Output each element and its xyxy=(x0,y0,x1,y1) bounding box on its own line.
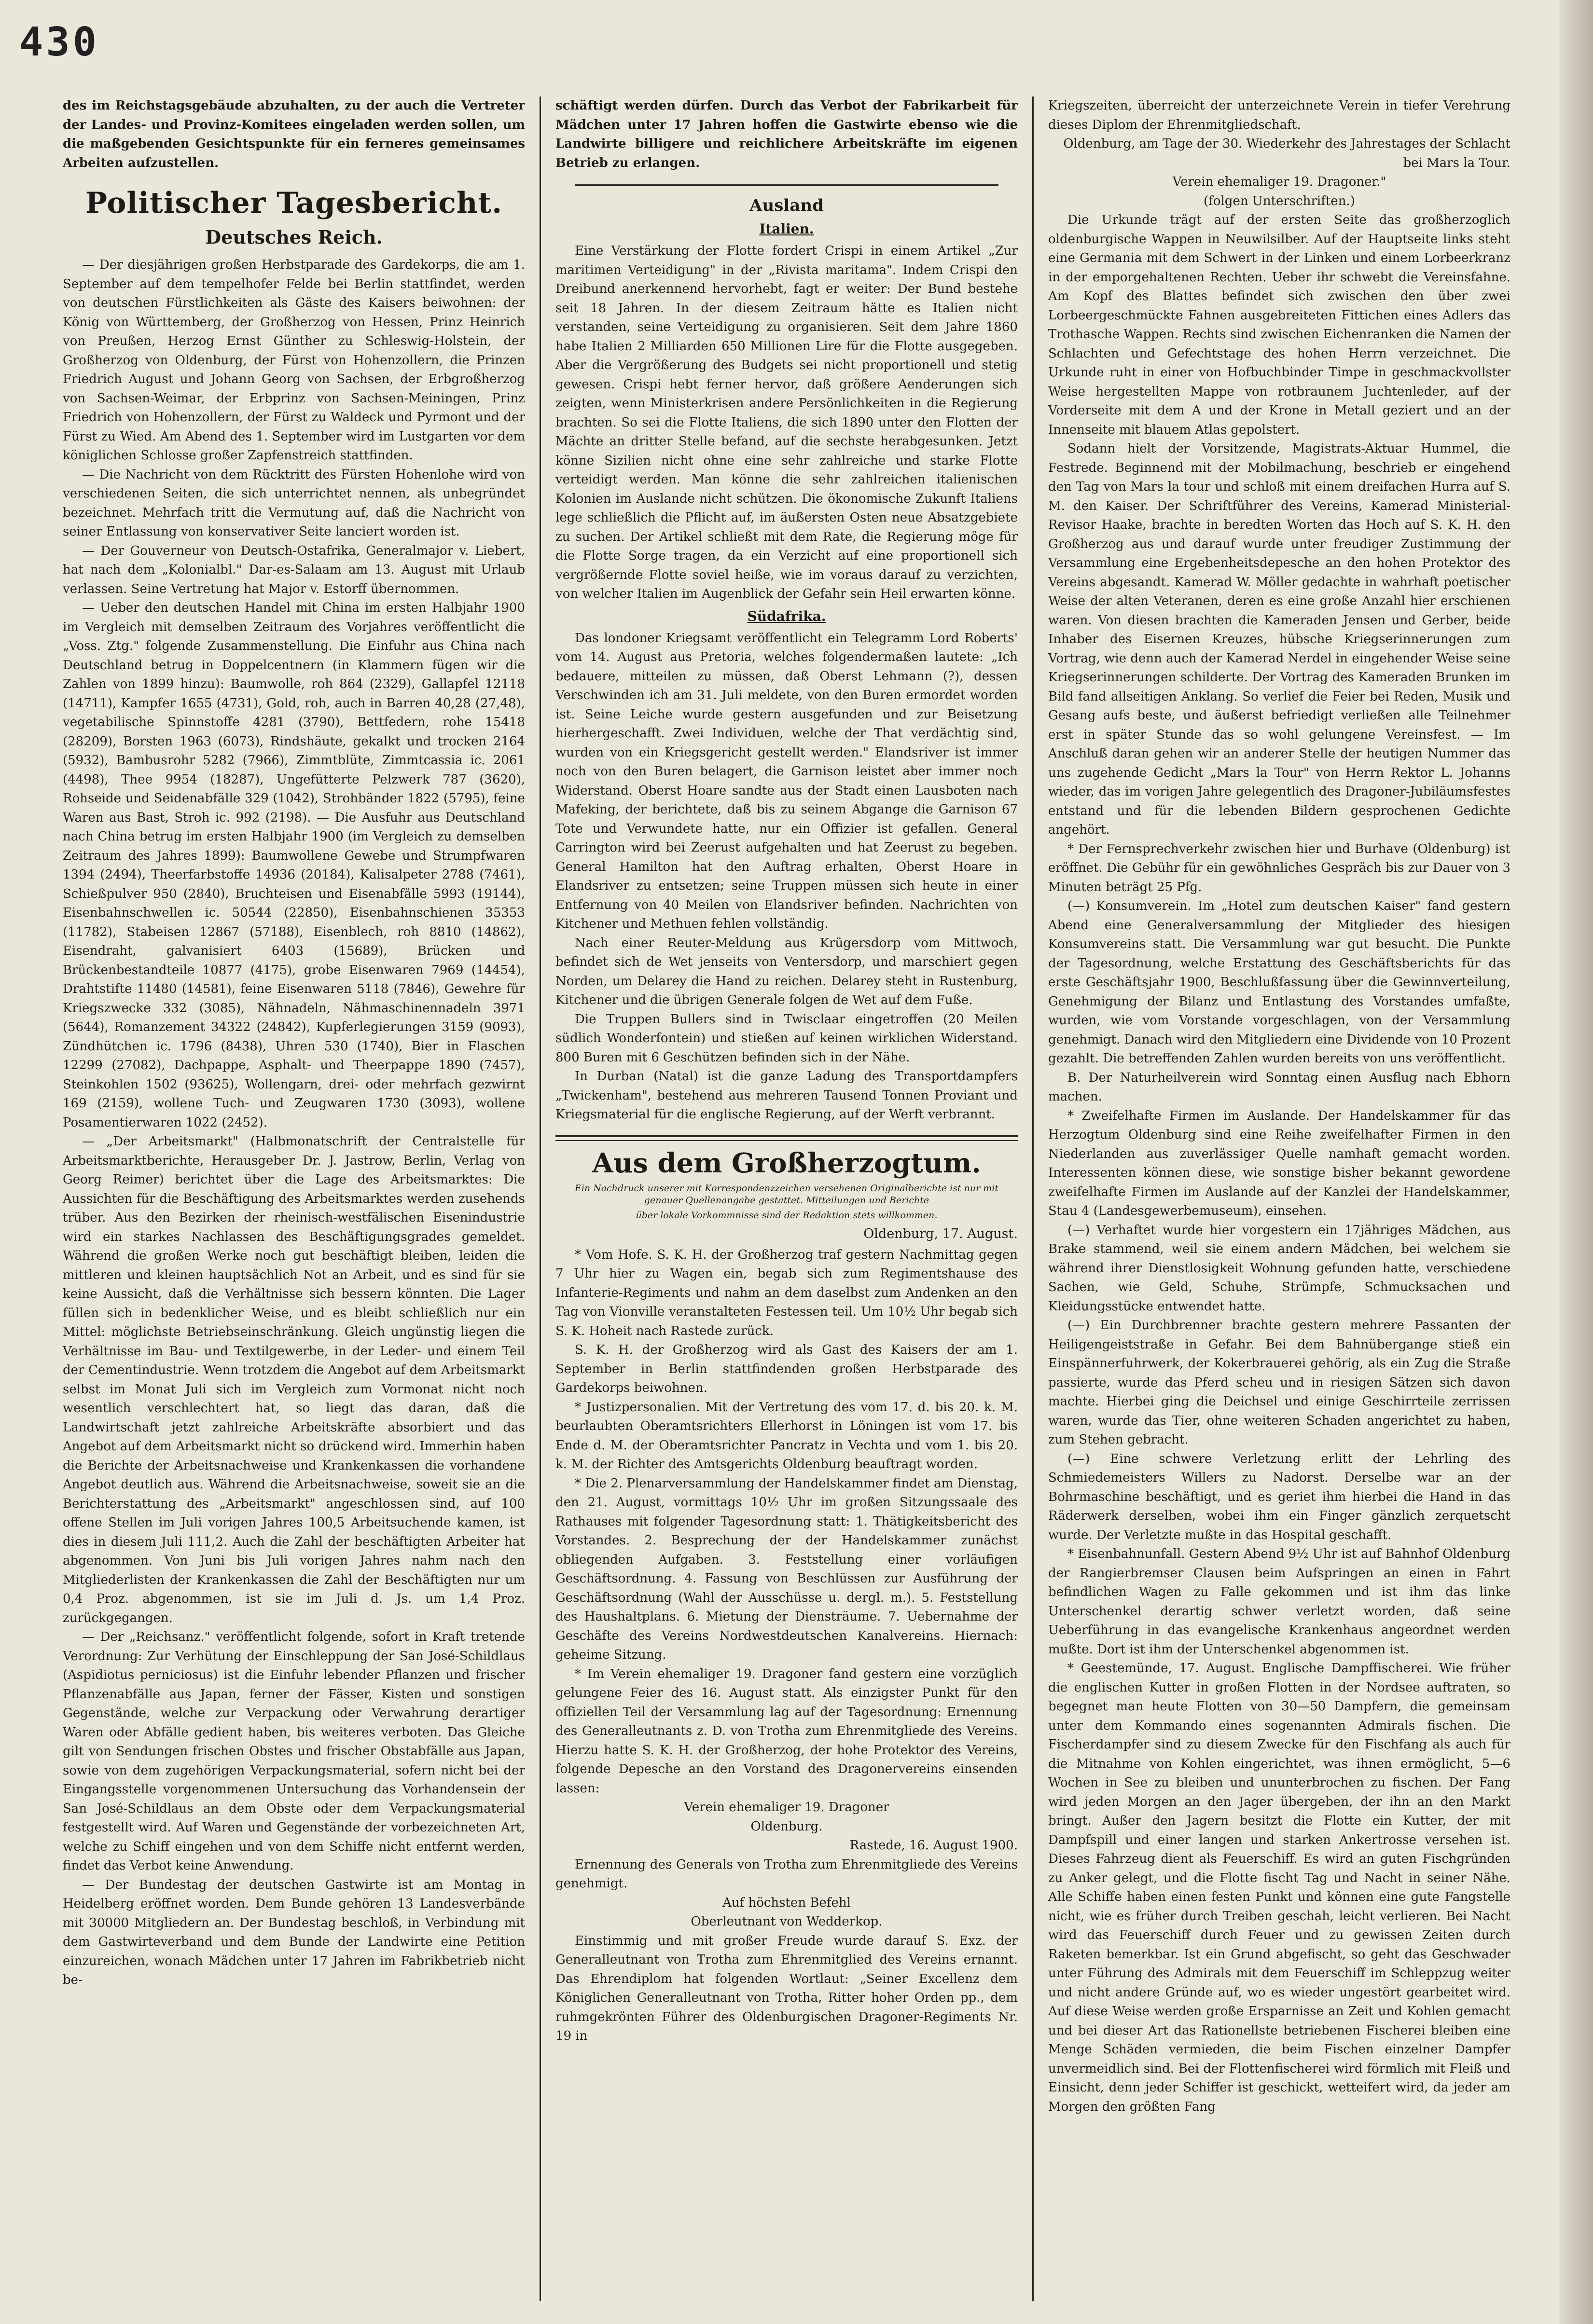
telegram-line-2: Oldenburg. xyxy=(750,1819,823,1834)
article-zweifelhafte-firmen: * Zweifelhafte Firmen im Auslande. Der Handelskammer für das Herzogtum Oldenburg sind eine Reihe zweifelhafter Firmen in den Niederlanden aus zuverlässiger Quelle namhaft gemacht worden. Interessenten können diese, wie sonstige bisher bekannt gewordene zweifelhafte Firmen im Auslande auf der Kanzlei der Handelskammer, Stau 4 (Landesgewerbemuseum), einsehen. xyxy=(1048,1108,1510,1218)
column-1 xyxy=(48,96,540,2301)
page-number: 430 xyxy=(19,19,100,65)
article-handel-china: — Ueber den deutschen Handel mit China im ersten Halbjahr 1900 im Vergleich mit demselben Zeitraum des Vorjahres veröffentlicht die „Voss. Ztg." folgende Zusammenstellung. Die Einfuhr aus China nach Deutschland betrug in Doppelcentnern (in Klammern fügen wir die Zahlen von 1899 hinzu): Baumwolle, roh 864 (2329), Gallapfel 12118 (14711), Kampfer 1655 (4731), Gold, roh, auch in Barren 40,28 (27,48), vegetabilische Spinnstoffe 4281 (3790), Bettfedern, rohe 15418 (28209), Borsten 1963 (6073), Rindshäute, gekalkt und trocken 2164 (5932), Bambusrohr 5282 (7966), Zimmtblüte, Zimmtcassia ic. 2061 (4498), Thee 9954 (18287), Ungefütterte Pelzwerk 787 (3620), Rohseide und Seidenabfälle 329 (1042), Strohbänder 1822 (5795), feine Waren aus Bast, Stroh ic. 992 (2198). — Die Ausfuhr aus Deutschland nach China betrug im ersten Halbjahr 1900 (im Vergleich zu demselben Zeitraum des Jahres 1899): Baumwollene Gewebe und Strumpfwaren 1394 (2494), Theerfarbstoffe 14936 (20184), Kalisalpeter 2788 (7461), Schießpulver 950 (2840), Bruchteisen und Eisenabfälle 5993 (19144), Eisenbahnschwellen ic. 50544 (22850), Eisenbahnschienen 35353 (11782), Stabeisen 12867 (57188), Eisenblech, roh 8810 (14862), Eisendraht, galvanisiert 6403 (15689), Brücken und Brückenbestandteile 10877 (4175), grobe Eisenwaren 7969 (14454), Drahtstifte 11480 (14581), feine Eisenwaren 5118 (7846), Gewehre für Kriegszwecke 332 (3085), Nähnadeln, Nähmaschinennadeln 3971 (5644), Romanzement 34322 (24842), Kupferlegierungen 3159 (9093), Zündhütchen ic. 1796 (8438), Uhren 530 (1740), Bier in Flaschen 12299 (27082), Dachpappe, Asphalt- und Theerpappe 1890 (7457), Steinkohlen 1502 (93625), Wollengarn, drei- oder mehrfach gezwirnt 169 (2159), wollene Tuch- und Zeugwaren 1730 (3093), wollene Posamentierwaren 1022 (2452). xyxy=(63,601,525,1130)
article-suedafrika-durban: In Durban (Natal) ist die ganze Ladung des Transportdampfers „Twickenham", bestehend aus mehreren Tausend Tonnen Proviant und Kriegsmaterial für die englische Regierung, auf der Werft verbrannt. xyxy=(555,1069,1018,1122)
column-3 xyxy=(1032,96,1525,2301)
col3-intro: Kriegszeiten, überreicht der unterzeichnete Verein in tiefer Verehrung dieses Diplom der Ehrenmitgliedschaft. xyxy=(1048,98,1510,132)
article-suedafrika-buller: Die Truppen Bullers sind in Twisclaar eingetroffen (20 Meilen südlich Wonderfontein) und stießen auf keinen wirklichen Widerstand. 800 Buren mit 6 Geschützen befinden sich in der Nähe. xyxy=(555,1012,1018,1065)
diploma-signature-2: Verein ehemaliger 19. Dragoner." xyxy=(1172,175,1386,189)
article-bundestag-gastwirte: — Der Bundestag der deutschen Gastwirte ist am Montag in Heidelberg eröffnet worden. Dem Bunde gehören 13 Landesverbände mit 30000 Mitgliedern an. Der Bundestag beschloß, in Verbindung mit dem Gastwirteverband und dem Bunde der Landwirte eine Petition einzureichen, wonach Mädchen unter 17 Jahren im Fabrikbetrieb nicht be- xyxy=(63,1877,525,1987)
section-title-ausland: Ausland xyxy=(749,196,824,215)
article-geestemuende: * Geestemünde, 17. August. Englische Dampffischerei. Wie früher die englischen Kutter in großen Flotten in der Nordsee auftraten, so begegnet man heute Flotten von 30—50 Dampfern, die gemeinsam unter dem Kommando eines sogenannten Admirals fischen. Die Fischerdampfer sind zu diesem Zwecke für den Fischfang als auch für die Mitnahme von Kohlen eingerichtet, was ihnen ermöglicht, 5—6 Wochen in See zu bleiben und ununterbrochen zu fischen. Der Fang wird jeden Morgen an den Jager übergeben, der ihn an den Markt bringt. Außer den Jagern besitzt die Flotte ein Kutter, der mit Dampfspill und einer langen und starken Ankertrosse versehen ist. Dieses Fahrzeug dient als Feuerschiff. Es wird an guten Fischgründen zu Anker gelegt, und die Flotte fischt Tag und Nacht in seiner Nähe. Alle Schiffe haben einen festen Punkt und können eine gute Fangstelle nicht, wie es früher durch Treiben geschah, leicht verlieren. Bei Nacht wird das Feuerschiff durch Feuer und zu gewissen Zeiten durch Raketen bemerkbar. Ist ein Grund abgefischt, so geht das Geschwader unter Führung des Admirals mit dem Feuerschiff im Schleppzug weiter und nicht andere Gründe auf, wo es wieder ungestört gearbeitet wird. Auf diese Weise werden große Ersparnisse an Zeit und Kohlen gemacht und bei dieser Art das Rationellste betriebenen Fischerei bleiben eine Menge Schäden vermieden, die beim Fischen einzelner Dampfer unvermeidlich sind. Bei der Flottenfischerei wird förmlich mit Fleiß und Einsicht, denn jeder Schiffer ist geschickt, wetteifert wird, da jeder am Morgen den größten Fang xyxy=(1048,1661,1510,2114)
article-vom-hofe: * Vom Hofe. S. K. H. der Großherzog traf gestern Nachmittag gegen 7 Uhr hier zu Wagen ein, begab sich zum Regimentshause des Infanterie-Regiments und nahm an dem daselbst zum Andenken an den Tag von Vionville veranstalteten Festessen teil. Um 10½ Uhr begab sich S. K. Hoheit nach Rastede zurück. xyxy=(555,1247,1018,1338)
diploma-signature-1: Oldenburg, am Tage der 30. Wiederkehr des Jahrestages der Schlacht bei Mars la Tour. xyxy=(1063,137,1510,170)
double-divider xyxy=(555,1135,1018,1141)
article-verein-dragoner: * Im Verein ehemaliger 19. Dragoner fand gestern eine vorzüglich gelungene Feier des 16. August statt. Als einzigster Punkt für den offiziellen Teil der Versammlung lag auf der Tagesordnung: Ernennung des Generalleutnants z. D. von Trotha zum Ehrenmitgliede des Vereins. Hierzu hatte S. K. H. der Großherzog, der hohe Protektor des Vereins, folgende Depesche an den Vorstand des Dragonervereins einsenden lassen: xyxy=(555,1666,1018,1796)
article-justizpersonalien: * Justizpersonalien. Mit der Vertretung des vom 17. d. bis 20. k. M. beurlaubten Oberamtsrichters Ellerhorst in Löningen ist vom 17. bis Ende d. M. der Oberamtsrichter Pancratz in Vechta und vom 1. bis 20. k. M. der Richter des Amtsgerichts Oldenburg beauftragt worden. xyxy=(555,1400,1018,1471)
article-gouverneur: — Der Gouverneur von Deutsch-Ostafrika, Generalmajor v. Liebert, hat nach dem „Kolonialbl." Dar-es-Salaam am 13. August mit Urlaub verlassen. Seine Vertretung hat Major v. Estorff übernommen. xyxy=(63,543,525,596)
col1-intro: des im Reichstagsgebäude abzuhalten, zu der auch die Vertreter der Landes- und Provinz-Komitees eingeladen werden sollen, um die maßgebenden Gesichtspunkte für ein ferneres gemeinsames Arbeiten aufzustellen. xyxy=(63,98,525,170)
article-suedafrika-reuter: Nach einer Reuter-Meldung aus Krügersdorp vom Mittwoch, befindet sich de Wet jenseits von Ventersdorp, und marschiert gegen Norden, um Delarey die Hand zu reichen. Delarey steht in Rustenburg, Kitchener und die übrigen Generale folgen de Wet auf dem Fuße. xyxy=(555,935,1018,1007)
article-suedafrika-roberts: Das londoner Kriegsamt veröffentlicht ein Telegramm Lord Roberts' vom 14. August aus Pretoria, welches folgendermaßen lautete: „Ich bedauere, mitteilen zu müssen, daß Oberst Lehmann (?), dessen Verschwinden ich am 31. Juli meldete, von den Buren ermordet worden ist. Seine Leiche wurde gestern ausgefunden und zur Beisetzung hierhergeschafft. Zwei Individuen, welche der That verdächtig sind, wurden von ein Kriegsgericht gestellt werden." Elandsriver ist immer noch von den Buren belagert, die Garnison leistet aber immer noch Widerstand. Oberst Hoare sandte aus der Stadt einen Lausboten nach Mafeking, der berichtete, daß bis zu seinem Abgange die Garnison 67 Tote und Verwundete hatte, nur ein Offizier ist gefallen. General Carrington wird bei Zeerust aufgehalten und hat Zeerust zu begeben. General Hamilton hat den Auftrag erhalten, Oberst Hoare in Elandsriver zu entsetzen; seine Truppen müssen sich heute in einer Entfernung von 40 Meilen von Elandsriver befinden. Nachrichten von Kitchener und Methuen fehlen vollständig. xyxy=(555,631,1018,931)
article-durchbrenner: (—) Ein Durchbrenner brachte gestern mehrere Passanten der Heiligengeiststraße in Gefahr. Bei dem Bahnübergange stieß ein Einspännerfuhrwerk, der Kokerbrauerei gehörig, als ein Zug die Straße passierte, wurde das Pferd scheu und in riesigen Sätzen sich davon machte. Hierbei ging die Deichsel und einige Geschirrteile zerrissen waren, wurde das Tier, ohne weiteren Schaden angerichtet zu haben, zum Stehen gebracht. xyxy=(1048,1318,1510,1447)
telegram-line-5: Auf höchsten Befehl xyxy=(722,1895,851,1910)
article-naturheilverein: B. Der Naturheilverein wird Sonntag einen Ausflug nach Ebhorn machen. xyxy=(1048,1070,1510,1104)
page-edge-shadow xyxy=(1559,0,1593,2324)
col2-intro: schäftigt werden dürfen. Durch das Verbot der Fabrikarbeit für Mädchen unter 17 Jahren hoffen die Gastwirte ebenso wie die Landwirte billigere und reichlichere Arbeitskräfte im eigenen Betrieb zu erlangen. xyxy=(555,98,1018,170)
article-arbeitsmarkt: — „Der Arbeitsmarkt" (Halbmonatschrift der Centralstelle für Arbeitsmarktberichte, Herausgeber Dr. J. Jastrow, Berlin, Verlag von Georg Reimer) berichtet über die Lage des Arbeitsmarktes: Die Aussichten für die Beschäftigung des Arbeitsmarktes werden zusehends trüber. Aus den Bezirken der rheinisch-westfälischen Eisenindustrie wird ein starkes Nachlassen des Beschäftigungsgrades gemeldet. Während die großen Werke noch gut beschäftigt bleiben, leiden die mittleren und kleinen hauptsächlich Not an Arbeit, und es sind für sie keine Aussicht, daß die Verhältnisse sich bessern könnten. Die Lager füllen sich in bedenklicher Weise, und es bleibt schließlich nur ein Mittel: möglichste Betriebseinschränkung. Gleich ungünstig liegen die Verhältnisse im Bau- und Textilgewerbe, in der Leder- und einem Teil der Cementindustrie. Wenn trotzdem die Angebot auf dem Arbeitsmarkt selbst im Monat Juli sich im Vergleich zum Vormonat nicht noch wesentlich verschlechtert hat, so liegt das daran, daß die Landwirtschaft jetzt zahlreiche Arbeitskräfte absorbiert und das Angebot auf dem Arbeitsmarkt nicht so drückend wird. Immerhin haben die Berichte der Arbeitsnachweise und Krankenkassen die vorhandene Angebot deutlich aus. Während die Arbeitsnachweise, soweit sie an die Berichterstattung des „Arbeitsmarkt" angeschlossen sind, auf 100 offene Stellen im Juli vorigen Jahres 100,5 Arbeitsuchende kamen, ist dies in diesem Juli 111,2. Auch die Zahl der beschäftigten Arbeiter hat abgenommen. Von Juni bis Juli vorigen Jahres nahm nach den Mitgliederlisten der Krankenkassen die Zahl der Beschäftigten nur um 0,4 Proz. abgenommen, ist sie im Juli d. Js. um 1,4 Proz. zurückgegangen. xyxy=(63,1134,525,1625)
diploma-signature-3: (folgen Unterschriften.) xyxy=(1204,193,1355,208)
article-italien-flotte: Eine Verstärkung der Flotte fordert Crispi in einem Artikel „Zur maritimen Verteidigung" in der „Rivista maritama". Indem Crispi den Dreibund anerkennend hervorhebt, fagt er weiter: Der Bund bestehe seit 18 Jahren. In der diesem Zeitraum hätte es Italien nicht verstanden, seine Verteidigung zu organisieren. Seit dem Jahre 1860 habe Italien 2 Milliarden 650 Millionen Lire für die Flotte ausgegeben. Aber die Vergrößerung des Budgets sei nicht proportionell und stetig gewesen. Crispi hebt ferner hervor, daß größere Aenderungen sich zeigten, wenn Ministerkrisen andere Persönlichkeiten in die Regierung brachten. So sei die Flotte Italiens, die sich 1890 unter den Flotten der Mächte an dritter Stelle befand, auf die sechste herabgesunken. Jetzt könne Sizilien nicht ohne eine sehr zahlreiche und starke Flotte verteidigt werden. Man könne die sehr zahlreichen italienischen Kolonien im Auslande nicht schützen. Die ökonomische Zukunft Italiens lege schließlich die Pflicht auf, im äußersten Osten neue Absatzgebiete zu suchen. Der Artikel schließt mit dem Rate, die Regierung möge für die Flotte Sorge tragen, da ein Verzicht auf eine proportionell sich vergrößernde Flotte soviel heiße, wie im voraus darauf zu verzichten, von welcher Italien im Augenblick der Gefahr sein Heil erwarten könne. xyxy=(555,244,1018,601)
article-verletzung: (—) Eine schwere Verletzung erlitt der Lehrling des Schmiedemeisters Willers zu Nadorst. Derselbe war an der Bohrmaschine beschäftigt, und es geriet ihm hierbei die Hand in das Räderwerk derselben, wobei ihm ein Finger gänzlich zerquetscht wurde. Der Verletzte mußte in das Hospital geschafft. xyxy=(1048,1451,1510,1542)
article-verein-dragoner-2: Einstimmig und mit großer Freude wurde darauf S. Exz. der Generalleutnant von Trotha zum Ehrenmitglied des Vereins ernannt. Das Ehrendiplom hat folgenden Wortlaut: „Seiner Excellenz dem Königlichen Generalleutnant von Trotha, Ritter hoher Orden pp., dem ruhmgekrönten Führer des Oldenburgischen Dragoner-Regiments Nr. 19 in xyxy=(555,1933,1018,2043)
dateline-oldenburg: Oldenburg, 17. August. xyxy=(863,1226,1018,1241)
article-festrede: Sodann hielt der Vorsitzende, Magistrats-Aktuar Hummel, die Festrede. Beginnend mit der Mobilmachung, beschrieb er eingehend den Tag von Mars la tour und schloß mit einem dreifachen Hurra auf S. M. den Kaiser. Der Schriftführer des Vereins, Kamerad Ministerial-Revisor Haake, brachte in beredten Worten das Hoch auf S. K. H. den Großherzog aus und darauf wurde unter freudiger Zustimmung der Versammlung eine Ergebenheitsdepesche an den hohen Protektor des Vereins abgesandt. Kamerad W. Möller gedachte in wahrhaft poetischer Weise der alten Veteranen, deren es eine große Anzahl hier erschienen waren. Von diesen brachten die Kameraden Jensen und Gerber, beide Inhaber des Eisernen Kreuzes, hübsche Kriegserinnerungen zum Vortrag, wie denn auch der Kamerad Nerdel in eingehender Weise seine Kriegserinnerungen schilderte. Der Vortrag des Kameraden Brunken im Bild fand allseitigen Anklang. So verlief die Feier bei Reden, Musik und Gesang aufs beste, und äußerst befriedigt verließen alle Teilnehmer erst in später Stunde das so wohl gelungene Vereinsfest. — Im Anschluß daran gehen wir an anderer Stelle der heutigen Nummer das uns zugehende Gedicht „Mars la Tour" von Herrn Rektor L. Johanns wieder, das im vorigen Jahre gelegentlich des Dragoner-Jubiläumsfestes entstand und für die lebenden Bildern gesprochenen Gedichte angehört. xyxy=(1048,441,1510,837)
article-eisenbahnunfall: * Eisenbahnunfall. Gestern Abend 9½ Uhr ist auf Bahnhof Oldenburg der Rangierbremser Clausen beim Aufspringen an einen in Fahrt befindlichen Wagen zu Falle gekommen und ist ihm das linke Unterschenkel derartig schwer verletzt worden, daß seine Ueberführung in das evangelische Krankenhaus angeordnet werden mußte. Dort ist ihm der Unterschenkel abgenommen ist. xyxy=(1048,1547,1510,1657)
section-title-politischer-tagesbericht: Politischer Tagesbericht. xyxy=(85,186,503,220)
telegram-line-3: Rastede, 16. August 1900. xyxy=(849,1838,1018,1853)
article-urkunde: Die Urkunde trägt auf der ersten Seite das großherzoglich oldenburgische Wappen in Neuwilsilber. Auf der Hauptseite links steht eine Germania mit dem Schwert in der Linken und einem Lorbeerkranz in der emporgehaltenen Rechten. Ueber ihr schwebt die Vereinsfahne. Am Kopf des Blattes befindet sich zwischen den über zwei Lorbeergeschmückte Fahnen ausgebreiteten Fittichen eines Adlers das Trothasche Wappen. Rechts sind zwischen Eichenranken die Namen der Schlachten und Gefechtstage des hohen Herrn verzeichnet. Die Urkunde ruht in einer von Hofbuchbinder Timpe in geschmackvollster Weise hergestellten Mappe von rotbraunem Juchtenleder, auf der Vorderseite mit dem A und der Krone in Metall geziert und an der Innenseite mit blauem Atlas gepolstert. xyxy=(1048,213,1510,437)
article-reichsanzeiger: — Der „Reichsanz." veröffentlicht folgende, sofort in Kraft tretende Verordnung: Zur Verhütung der Einschleppung der San José-Schildlaus (Aspidiotus perniciosus) ist die Einfuhr lebender Pflanzen und frischer Pflanzenabfälle aus Japan, ferner der Fässer, Kisten und sonstigen Gegenstände, welche zur Verpackung oder Verwahrung derartiger Waren oder Abfälle gedient haben, bis weiteres verboten. Das Gleiche gilt von Sendungen frischen Obstes und frischer Obstabfälle aus Japan, sowie von dem zugehörigen Verpackungsmaterial, sofern nicht bei der Eingangsstelle vorgenommenen Untersuchung das Vorhandensein der San José-Schildlaus an dem Obste oder dem Verpackungsmaterial festgestellt wird. Auf Waren und Gegenstände der vorbezeichneten Art, welche zu Schiff eingehen und von dem Schiffe nicht entfernt werden, findet das Verbot keine Anwendung. xyxy=(63,1630,525,1873)
subsection-title-italien: Italien. xyxy=(759,221,814,237)
telegram-line-6: Oberleutnant von Wedderkop. xyxy=(691,1914,883,1929)
section-title-grossherzogtum: Aus dem Großherzogtum. xyxy=(592,1147,981,1179)
divider xyxy=(575,184,998,186)
article-plenarversammlung: * Die 2. Plenarversammlung der Handelskammer findet am Dienstag, den 21. August, vormittags 10½ Uhr im großen Sitzungssaale des Rathauses mit folgender Tagesordnung statt: 1. Thätigkeitsbericht des Vorstandes. 2. Besprechung der der Handelskammer zunächst obliegenden Aufgaben. 3. Feststellung einer vorläufigen Geschäftsordnung. 4. Fassung von Beschlüssen zur Ausführung der Geschäftsordnung (Wahl der Ausschüsse u. dergl. m.). 5. Feststellung des Haushaltplans. 6. Mietung der Diensträume. 7. Uebernahme der Geschäfte des Vereins Nordwestdeutschen Kanalvereins. Hiernach: geheime Sitzung. xyxy=(555,1476,1018,1662)
article-konsumverein: (—) Konsumverein. Im „Hotel zum deutschen Kaiser" fand gestern Abend eine Generalversammlung der Mitglieder des hiesigen Konsumvereins statt. Die Versammlung war gut besucht. Die Punkte der Tagesordnung, welche Erstattung des Geschäftsberichts für das erste Geschäftsjahr 1900, Beschlußfassung über die Gewinnverteilung, Genehmigung der Bilanz und Entlastung des Vorstandes umfaßte, wurden, wie vom Vorstande vorgeschlagen, von der Versammlung genehmigt. Danach wird den Mitgliedern eine Dividende von 10 Prozent gezahlt. Die betreffenden Zahlen wurden bereits von uns veröffentlicht. xyxy=(1048,899,1511,1066)
article-verhaftet: (—) Verhaftet wurde hier vorgestern ein 17jähriges Mädchen, aus Brake stammend, weil sie einem andern Mädchen, bei welchem sie während ihrer Dienstlosigkeit Wohnung gefunden hatte, verschiedene Sachen, wie Geld, Schuhe, Strümpfe, Schmucksachen und Kleidungsstücke entwendet hatte. xyxy=(1048,1223,1510,1314)
column-2 xyxy=(540,96,1032,2301)
reprint-notice-line-2: über lokale Vorkommnisse sind der Redaktion stets willkommen. xyxy=(636,1210,938,1221)
subsection-title-suedafrika: Südafrika. xyxy=(747,608,826,624)
article-fernsprechverkehr: * Der Fernsprechverkehr zwischen hier und Burhave (Oldenburg) ist eröffnet. Die Gebühr für ein gewöhnliches Gespräch bis zur Dauer von 3 Minuten beträgt 25 Pfg. xyxy=(1048,841,1510,894)
reprint-notice-line-1: Ein Nachdruck unserer mit Korrespondenzzeichen versehenen Originalberichte ist nur mit genauer Quellenangabe gestattet. Mitteilungen und Berichte xyxy=(574,1183,999,1206)
article-hohenlohe: — Die Nachricht von dem Rücktritt des Fürsten Hohenlohe wird von verschiedenen Seiten, die sich unterrichtet nennen, als unbegründet bezeichnet. Mehrfach tritt die Vermutung auf, daß die Nachricht von seiner Entlassung von konservativer Seite lanciert worden ist. xyxy=(63,467,525,539)
telegram-line-4: Ernennung des Generals von Trotha zum Ehrenmitgliede des Vereins genehmigt. xyxy=(555,1857,1018,1891)
telegram-line-1: Verein ehemaliger 19. Dragoner xyxy=(684,1800,889,1815)
text-columns xyxy=(48,96,1525,2301)
subsection-title-deutsches-reich: Deutsches Reich. xyxy=(205,226,383,248)
article-vom-hofe-2: S. K. H. der Großherzog wird als Gast des Kaisers der am 1. September in Berlin stattfindenden großen Herbstparade des Gardekorps beiwohnen. xyxy=(555,1343,1018,1395)
article-herbstparade: — Der diesjährigen großen Herbstparade des Gardekorps, die am 1. September auf dem tempelhofer Felde bei Berlin stattfindet, werden von deutschen Fürstlichkeiten als Gäste des Kaisers beiwohnen: der König von Württemberg, der Großherzog von Hessen, Prinz Heinrich von Preußen, Herzog Ernst Günther zu Schleswig-Holstein, der Großherzog von Oldenburg, der Fürst von Hohenzollern, die Prinzen Friedrich August und Johann Georg von Sachsen, der Erbgroßherzog von Sachsen-Weimar, der Erbprinz von Sachsen-Meiningen, Prinz Friedrich von Hohenzollern, der Fürst zu Waldeck und Pyrmont und der Fürst zu Wied. Am Abend des 1. September wird im Lustgarten vor dem königlichen Schlosse großer Zapfenstreich stattfinden. xyxy=(63,258,525,463)
